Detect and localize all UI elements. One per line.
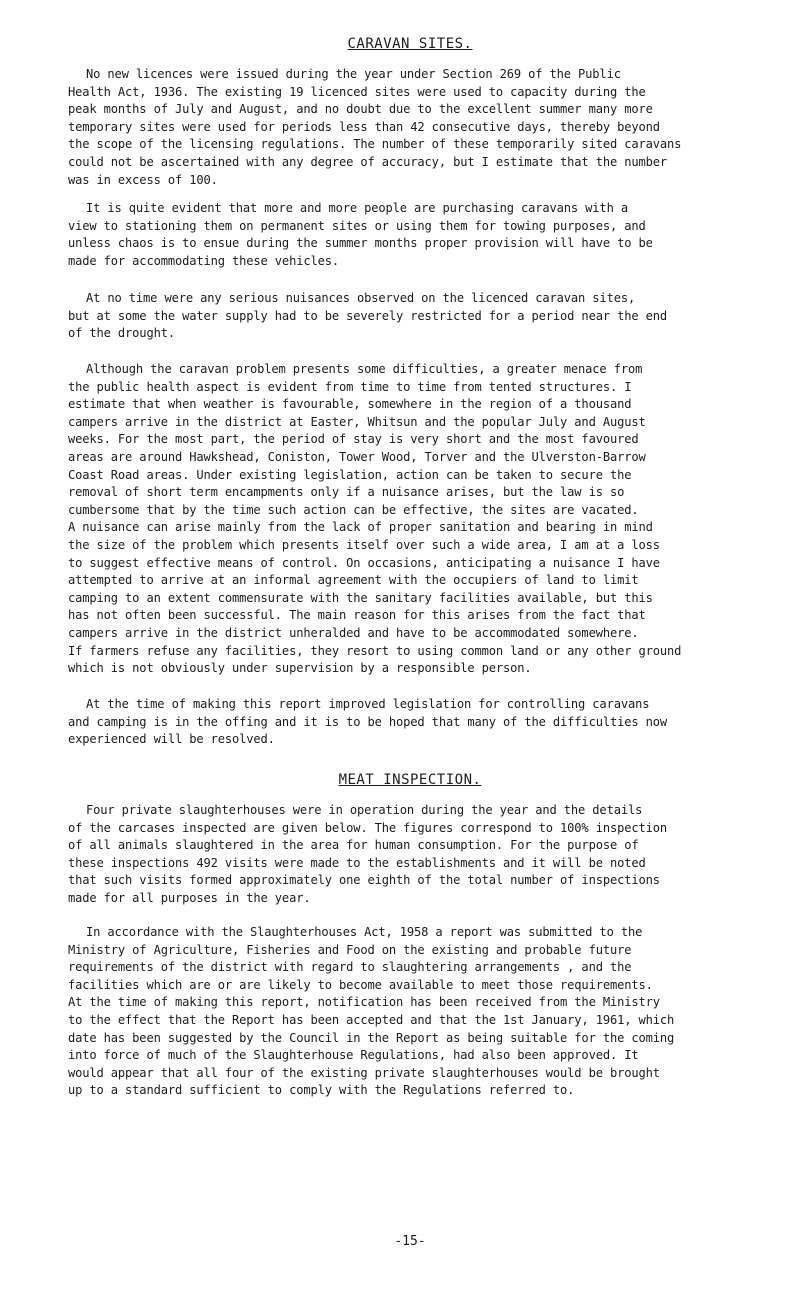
- heading-caravan-sites: CARAVAN SITES.: [347, 36, 473, 52]
- paragraph: In accordance with the Slaughterhouses Act, 1958 a report was submitted to the Ministry of Agriculture, Fisheries and Food on the existing and probable future requirements of the district with regard to slaughtering arrangements , and the facilities which are or are likely to become available to meet those requirements. At the time of making this report, notification has been received from the Ministry to the effect that the Report has been accepted and that the 1st January, 1961, which date has been suggested by the Council in the Report as being suitable for the coming into force of much of the Slaughterhouse Regulations, had also been approved. It would appear that all four of the existing private slaughterhouses would be brought up to a standard sufficient to comply with the Regulations referred to.: [68, 925, 675, 1098]
- paragraph: At no time were any serious nuisances observed on the licenced caravan sites, but at some the water supply had to be severely restricted for a period near the end of the drought.: [68, 291, 668, 341]
- page-number: -15-: [394, 1234, 426, 1249]
- paragraph: No new licences were issued during the year under Section 269 of the Public Health Act, 1936. The existing 19 licenced sites were used to capacity during the peak months of July and August, and no doubt due to the excellent summer many more temporary sites were used for periods less than 42 consecutive days, thereby beyond the scope of the licensing regulations. The number of these temporarily sited caravans could not be ascertained with any degree of accuracy, but I estimate that the number was in excess of 100.: [68, 67, 682, 187]
- paragraph: Four private slaughterhouses were in operation during the year and the details of the carcases inspected are given below. The figures correspond to 100% inspection of all animals slaughtered in the area for human consumption. For the purpose of these inspections 492 visits were made to the establishments and it will be noted that such visits formed approximately one eighth of the total number of inspections made for all purposes in the year.: [68, 803, 668, 905]
- paragraph: It is quite evident that more and more people are purchasing caravans with a view to stationing them on permanent sites or using them for towing purposes, and unless chaos is to ensue during the summer months proper provision will have to be made for accommodating these vehicles.: [68, 201, 653, 268]
- paragraph: At the time of making this report improved legislation for controlling caravans and camping is in the offing and it is to be hoped that many of the difficulties now experienced will be resolved.: [68, 697, 668, 747]
- heading-meat-inspection: MEAT INSPECTION.: [338, 772, 482, 788]
- paragraph: Although the caravan problem presents some difficulties, a greater menace from the public health aspect is evident from time to time from tented structures. I estimate that when weather is favourable, somewhere in the region of a thousand campers arrive in the district at Easter, Whitsun and the popular July and August weeks. For the most part, the period of stay is very short and the most favoured areas are around Hawkshead, Coniston, Tower Wood, Torver and the Ulverston-Barrow Coast Road areas. Under existing legislation, action can be taken to secure the removal of short term encampments only if a nuisance arises, but the law is so cumbersome that by the time such action can be effective, the sites are vacated. A nuisance can arise mainly from the lack of proper sanitation and bearing in mind the size of the problem which presents itself over such a wide area, I am at a loss to suggest effective means of control. On occasions, anticipating a nuisance I have attempted to arrive at an informal agreement with the occupiers of land to limit camping to an extent commensurate with the sanitary facilities available, but this has not often been successful. The main reason for this arises from the fact that campers arrive in the district unheralded and have to be accommodated somewhere. If farmers refuse any facilities, they resort to using common land or any other ground which is not obviously under supervision by a responsible person.: [68, 362, 682, 676]
